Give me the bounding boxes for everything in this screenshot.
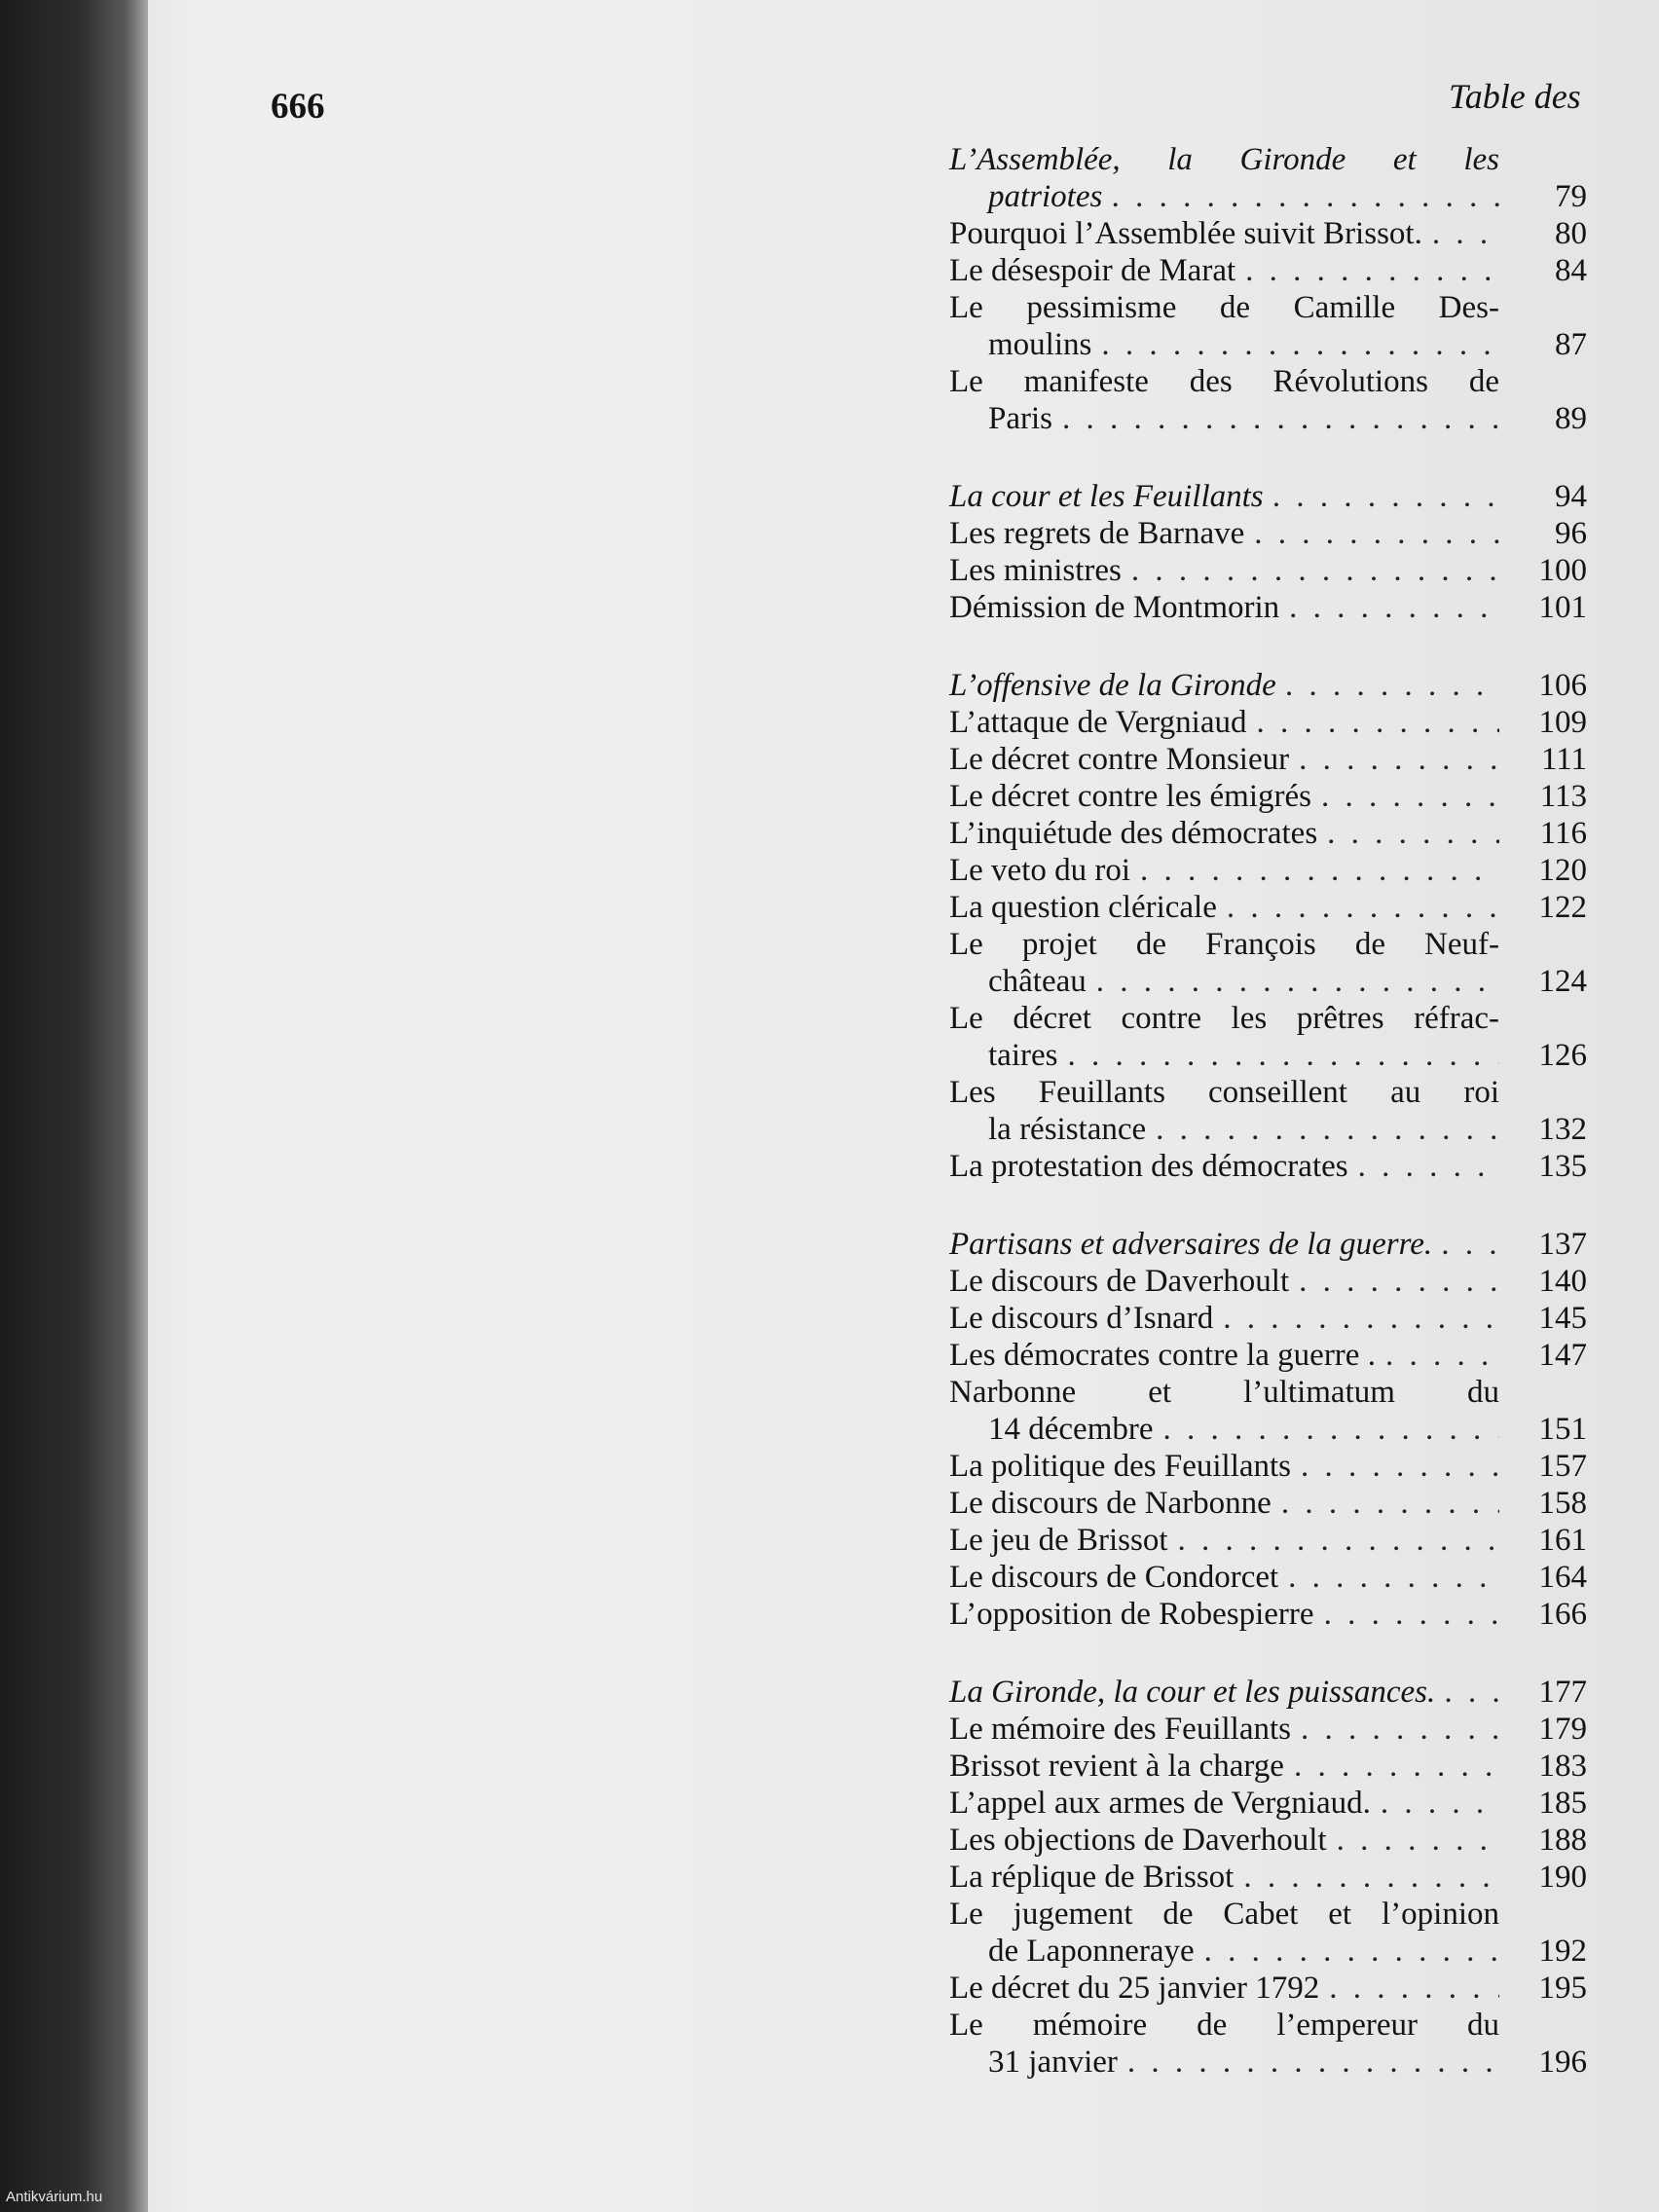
dot-leader (1327, 815, 1499, 852)
toc-entry (949, 2007, 1587, 2081)
toc-entry (949, 889, 1587, 926)
dot-leader (1112, 178, 1499, 215)
section-gap (949, 437, 1587, 478)
dot-leader (1299, 1263, 1499, 1300)
dot-leader (1245, 252, 1499, 289)
toc-entry-title: La politique des Feuillants (949, 1449, 1292, 1484)
toc-entry-title: Le jugement de Cabet et l’opinion (949, 1897, 1499, 1932)
toc-entry (949, 1859, 1587, 1896)
toc-entry-title: La question cléricale (949, 890, 1217, 925)
toc-entry (949, 1448, 1587, 1485)
toc-entry-title: Le jeu de Brissot (949, 1523, 1168, 1558)
dot-leader (1178, 1522, 1499, 1559)
toc-entry-title: Le mémoire des Feuillants (949, 1712, 1291, 1747)
toc-page-number: 195 (1538, 1971, 1587, 2006)
toc-entry (949, 552, 1587, 589)
toc-entry-title: Les regrets de Barnave (949, 516, 1245, 551)
toc-entry (949, 926, 1587, 1000)
section-gap (949, 1185, 1587, 1226)
toc-page-number: 161 (1538, 1523, 1587, 1558)
toc-entry (949, 252, 1587, 289)
toc-page-number: 185 (1538, 1786, 1587, 1821)
table-of-contents (949, 141, 1587, 2081)
toc-page-number: 126 (1538, 1038, 1587, 1073)
toc-page-number: 137 (1538, 1227, 1587, 1262)
toc-entry-title: Le pessimisme de Camille Des- (949, 290, 1499, 325)
toc-entry-title: La cour et les Feuillants (949, 479, 1264, 514)
toc-entry (949, 1674, 1587, 1711)
dot-leader (1131, 552, 1499, 589)
toc-entry-title: 14 décembre (988, 1412, 1154, 1447)
toc-section (949, 141, 1587, 437)
toc-page-number: 113 (1539, 779, 1587, 814)
dot-leader (1163, 1411, 1500, 1448)
toc-entry-title: taires (988, 1038, 1058, 1073)
toc-entry (949, 1074, 1587, 1148)
toc-entry-title: L’inquiétude des démocrates (949, 816, 1318, 851)
toc-entry (949, 1822, 1587, 1859)
dot-leader (1324, 1596, 1499, 1633)
dot-leader (1156, 1111, 1499, 1148)
section-gap (949, 626, 1587, 667)
dot-leader (1227, 889, 1499, 926)
dot-leader (1096, 963, 1499, 1000)
toc-page-number: 124 (1538, 964, 1587, 999)
toc-entry-title: La protestation des démocrates (949, 1149, 1348, 1184)
toc-entry-title: Les Feuillants conseillent au roi (949, 1075, 1499, 1110)
toc-page-number: 122 (1538, 890, 1587, 925)
dot-leader (1289, 589, 1499, 626)
toc-entry-title: Le désespoir de Marat (949, 253, 1236, 288)
toc-page-number: 179 (1538, 1712, 1587, 1747)
toc-page-number: 101 (1538, 590, 1587, 625)
toc-entry-title: La réplique de Brissot (949, 1860, 1235, 1895)
toc-entry-title: L’opposition de Robespierre (949, 1597, 1314, 1632)
toc-entry-title: patriotes (988, 179, 1103, 214)
toc-entry (949, 1970, 1587, 2007)
toc-entry-title: Le discours de Condorcet (949, 1560, 1279, 1595)
toc-entry (949, 1711, 1587, 1748)
toc-entry-title: Partisans et adversaires de la guerre. (949, 1227, 1433, 1262)
dot-leader (1243, 1859, 1499, 1896)
toc-entry (949, 289, 1587, 363)
toc-entry (949, 815, 1587, 852)
toc-page-number: 145 (1538, 1301, 1587, 1336)
toc-entry-title: L’appel aux armes de Vergniaud. (949, 1786, 1371, 1821)
dot-leader (1358, 1148, 1499, 1185)
toc-entry (949, 1522, 1587, 1559)
toc-entry-title: Les objections de Daverhoult (949, 1823, 1327, 1858)
toc-page-number: 96 (1555, 516, 1587, 551)
dot-leader (1140, 852, 1499, 889)
book-spine-shadow (0, 0, 148, 2212)
toc-entry (949, 478, 1587, 515)
dot-leader (1067, 1037, 1499, 1074)
toc-section (949, 667, 1587, 1185)
toc-page-number: 80 (1555, 216, 1587, 251)
toc-page-number: 166 (1538, 1597, 1587, 1632)
dot-leader (1299, 741, 1499, 778)
dot-leader (1062, 400, 1499, 437)
dot-leader (1273, 478, 1499, 515)
toc-page-number: 158 (1538, 1486, 1587, 1521)
toc-entry (949, 1226, 1587, 1263)
toc-page-number: 84 (1555, 253, 1587, 288)
page-number: 666 (271, 87, 325, 127)
toc-entry-title: Le décret contre Monsieur (949, 742, 1290, 777)
toc-entry (949, 1263, 1587, 1300)
toc-page-number: 157 (1538, 1449, 1587, 1484)
toc-page-number: 192 (1538, 1934, 1587, 1969)
toc-page-number: 109 (1538, 705, 1587, 740)
toc-entry (949, 1748, 1587, 1785)
dot-leader (1381, 1785, 1499, 1822)
toc-section (949, 1674, 1587, 2081)
toc-entry-title: Paris (988, 401, 1052, 436)
dot-leader (1256, 704, 1499, 741)
toc-page-number: 140 (1538, 1264, 1587, 1299)
toc-page-number: 111 (1540, 742, 1587, 777)
toc-entry (949, 1000, 1587, 1074)
toc-entry-title: Le discours de Narbonne (949, 1486, 1272, 1521)
dot-leader (1301, 1448, 1499, 1485)
toc-entry (949, 1896, 1587, 1970)
toc-entry-title: L’offensive de la Gironde (949, 668, 1276, 703)
dot-leader (1321, 778, 1499, 815)
toc-page-number: 147 (1538, 1338, 1587, 1373)
toc-page-number: 79 (1555, 179, 1587, 214)
toc-entry (949, 141, 1587, 215)
toc-page-number: 188 (1538, 1823, 1587, 1858)
dot-leader (1329, 1970, 1499, 2007)
toc-entry (949, 667, 1587, 704)
toc-entry (949, 1785, 1587, 1822)
toc-entry-title: La Gironde, la cour et les puissances. (949, 1675, 1436, 1710)
toc-entry-title: Le décret contre les prêtres réfrac- (949, 1001, 1499, 1036)
toc-entry-title: Le discours de Daverhoult (949, 1264, 1290, 1299)
toc-page-number: 116 (1539, 816, 1587, 851)
toc-entry-title: de Laponneraye (988, 1934, 1195, 1969)
toc-entry (949, 589, 1587, 626)
toc-entry-title: château (988, 964, 1087, 999)
toc-entry (949, 1300, 1587, 1337)
dot-leader (1223, 1300, 1499, 1337)
toc-entry-title: L’attaque de Vergniaud (949, 705, 1247, 740)
dot-leader (1204, 1933, 1499, 1970)
toc-page-number: 106 (1538, 668, 1587, 703)
dot-leader (1337, 1822, 1499, 1859)
toc-page-number: 87 (1555, 327, 1587, 362)
toc-entry-title: moulins (988, 327, 1092, 362)
toc-entry (949, 515, 1587, 552)
toc-entry (949, 1559, 1587, 1596)
toc-entry-title: Les démocrates contre la guerre . (949, 1338, 1376, 1373)
toc-entry-title: Pourquoi l’Assemblée suivit Brissot. (949, 216, 1422, 251)
toc-entry-title: Le décret du 25 janvier 1792 (949, 1971, 1320, 2006)
toc-entry (949, 215, 1587, 252)
dot-leader (1442, 1226, 1499, 1263)
toc-entry-title: 31 janvier (988, 2045, 1118, 2080)
toc-page-number: 89 (1555, 401, 1587, 436)
dot-leader (1445, 1674, 1499, 1711)
dot-leader (1288, 1559, 1499, 1596)
toc-entry (949, 1374, 1587, 1448)
toc-page-number: 190 (1538, 1860, 1587, 1895)
toc-entry (949, 852, 1587, 889)
dot-leader (1301, 1711, 1499, 1748)
dot-leader (1432, 215, 1499, 252)
toc-section (949, 478, 1587, 626)
toc-entry-title: L’Assemblée, la Gironde et les (949, 142, 1499, 177)
toc-entry-title: Le projet de François de Neuf- (949, 927, 1499, 962)
toc-entry-title: Le veto du roi (949, 853, 1131, 888)
toc-page-number: 120 (1538, 853, 1587, 888)
dot-leader (1385, 1337, 1499, 1374)
toc-page-number: 196 (1538, 2045, 1587, 2080)
toc-entry-title: Narbonne et l’ultimatum du (949, 1375, 1499, 1410)
toc-page-number: 100 (1538, 553, 1587, 588)
toc-entry-title: Le décret contre les émigrés (949, 779, 1311, 814)
toc-page-number: 151 (1538, 1412, 1587, 1447)
toc-entry (949, 363, 1587, 437)
toc-section (949, 1226, 1587, 1633)
dot-leader (1127, 2044, 1499, 2081)
toc-entry (949, 741, 1587, 778)
toc-page-number: 177 (1538, 1675, 1587, 1710)
toc-entry-title: Le manifeste des Révolutions de (949, 364, 1499, 399)
dot-leader (1286, 667, 1499, 704)
toc-entry (949, 778, 1587, 815)
toc-entry (949, 1596, 1587, 1633)
toc-entry-title: Brissot revient à la charge (949, 1749, 1284, 1784)
toc-entry (949, 704, 1587, 741)
toc-entry (949, 1148, 1587, 1185)
running-head: Table des (1449, 77, 1581, 116)
dot-leader (1254, 515, 1499, 552)
toc-entry (949, 1485, 1587, 1522)
toc-page-number: 135 (1538, 1149, 1587, 1184)
toc-page-number: 183 (1538, 1749, 1587, 1784)
section-gap (949, 1633, 1587, 1674)
toc-entry-title: Le discours d’Isnard (949, 1301, 1214, 1336)
toc-entry-title: Démission de Montmorin (949, 590, 1280, 625)
toc-page-number: 94 (1555, 479, 1587, 514)
toc-page-number: 132 (1538, 1112, 1587, 1147)
dot-leader (1101, 326, 1499, 363)
watermark: Antikvárium.hu (6, 2189, 103, 2205)
dot-leader (1281, 1485, 1499, 1522)
toc-entry-title: Les ministres (949, 553, 1122, 588)
dot-leader (1294, 1748, 1499, 1785)
toc-page-number: 164 (1538, 1560, 1587, 1595)
toc-entry-title: Le mémoire de l’empereur du (949, 2008, 1499, 2043)
toc-entry-title: la résistance (988, 1112, 1147, 1147)
toc-entry (949, 1337, 1587, 1374)
